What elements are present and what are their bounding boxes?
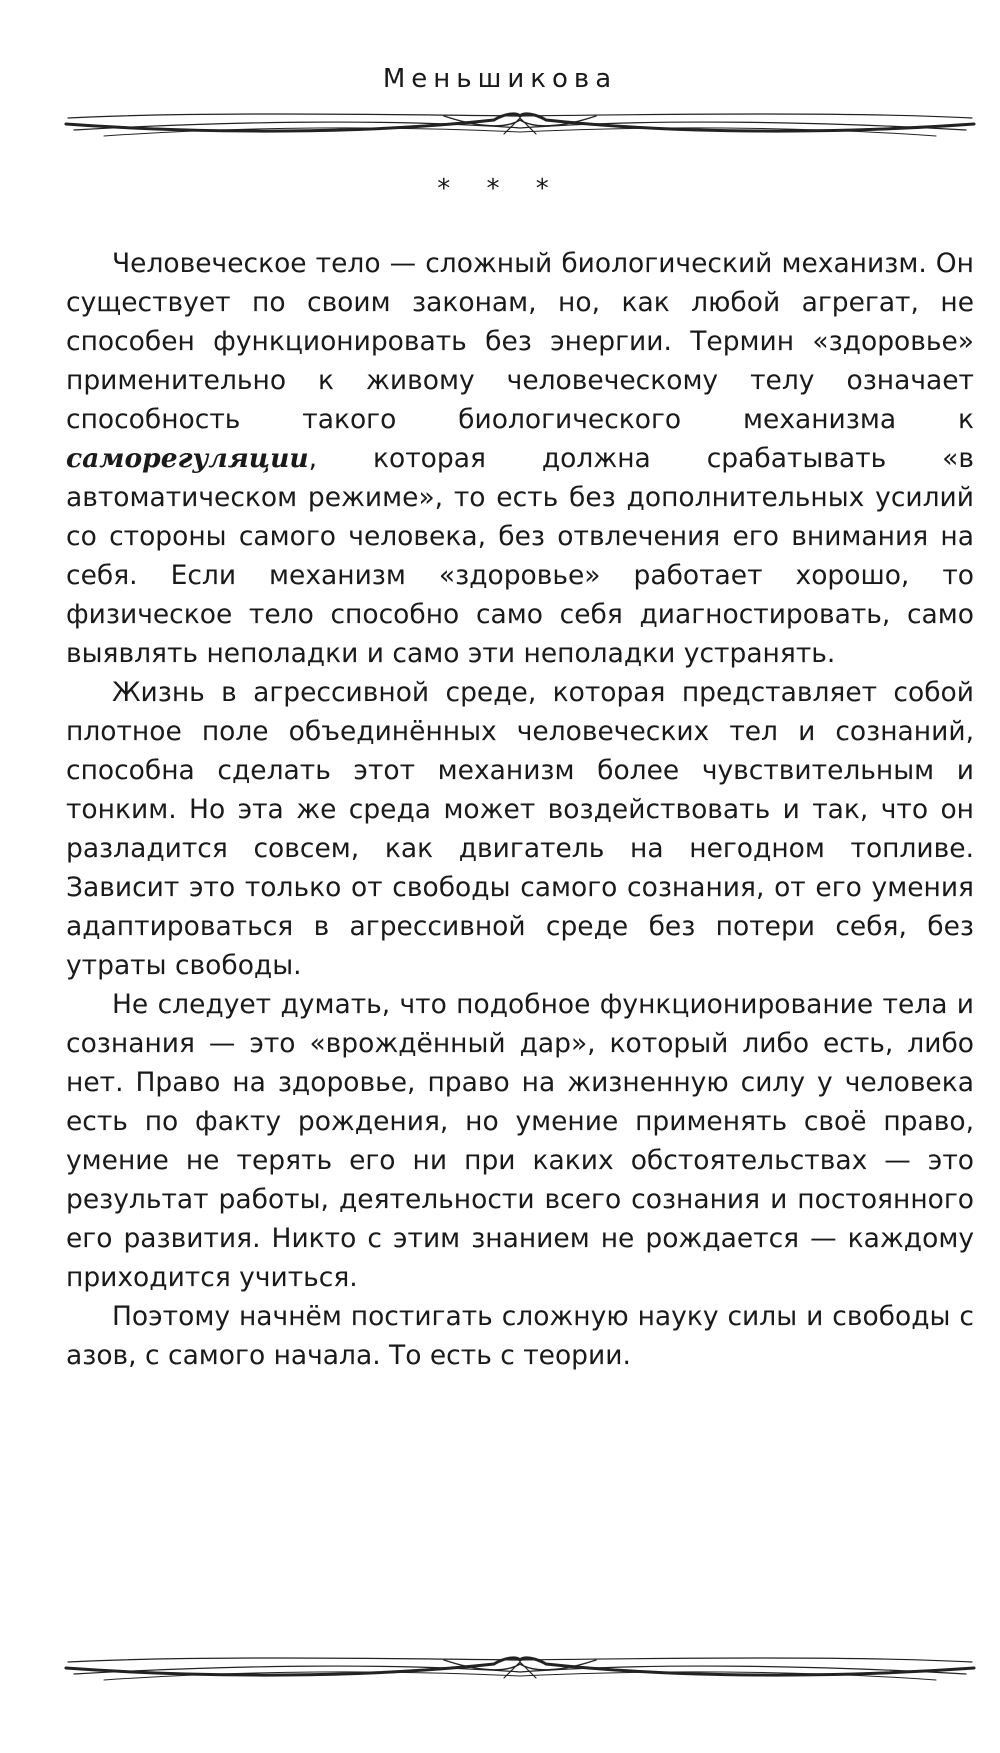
flourish-icon <box>64 1648 976 1688</box>
paragraph-3: Не следует думать, что подобное функционирование тела и сознания — это «врождённый дар», который либо есть, либо нет. Право на здоровье, право на жизненную силу у человека есть по факту рождения, но умение применять своё право, умение не терять его ни при каких обстоятельствах — это результат работы, деятельности всего сознания и постоянного его развития. Никто с этим знанием не рождается — каждому приходится учиться. <box>66 989 974 1293</box>
paragraph-1-text: Человеческое тело — сложный биологический механизм. Он существует по своим законам, но, как любой агрегат, не способен функционировать без энергии. Термин «здоровье» применительно к живому человеческому телу означает способность такого биологического механизма к <box>66 248 974 435</box>
paragraph-4: Поэтому начнём постигать сложную науку силы и свободы с азов, с самого начала. То есть с теории. <box>66 1301 974 1371</box>
paragraph-1 <box>66 244 974 673</box>
flourish-icon <box>64 104 976 144</box>
paragraph-1-continuation: , которая должна срабатывать «в автоматическом режиме», то есть без дополнительных усилий со стороны самого человека, без отвлечения его внимания на себя. Если механизм «здоровье» работает хорошо, то физическое тело способно само себя диагностировать, само выявлять неполадки и само эти неполадки устранять. <box>66 443 974 669</box>
key-term-emphasis: саморегуляции <box>66 443 309 474</box>
bottom-ornament-divider <box>64 1648 976 1688</box>
paragraph-2: Жизнь в агрессивной среде, которая представляет собой плотное поле объединённых человеческих тел и сознаний, способна сделать этот механизм более чувствительным и тонким. Но эта же среда может воздействовать и так, что он разладится совсем, как двигатель на негодном топливе. Зависит это только от свободы самого сознания, от его умения адаптироваться в агрессивной среде без потери себя, без утраты свободы. <box>66 677 974 981</box>
section-separator: * * * <box>437 174 563 204</box>
running-head-author: Меньшикова <box>382 64 618 94</box>
top-ornament-divider <box>64 104 976 144</box>
body-text <box>66 244 974 1375</box>
